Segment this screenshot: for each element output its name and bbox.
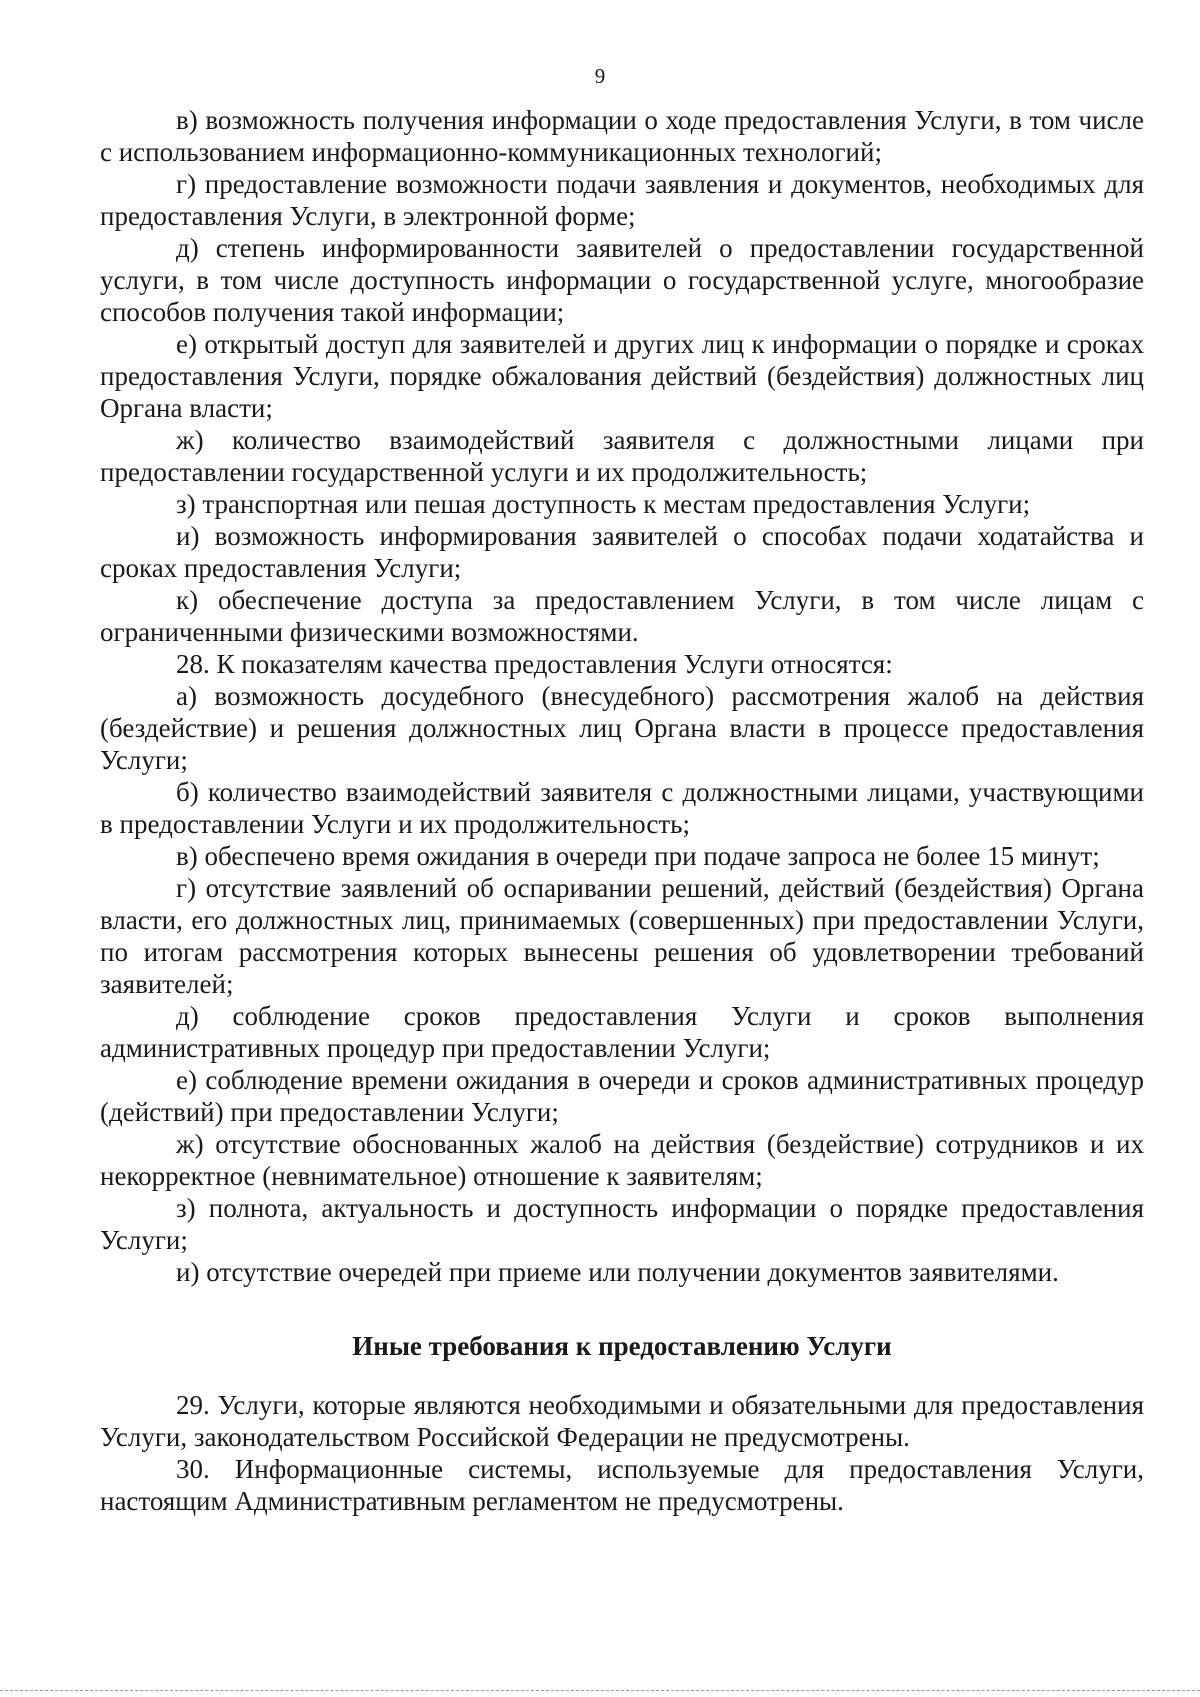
clause-28-item-a: а) возможность досудебного (внесудебного) рассмотрения жалоб на действия (бездействие) и решения должностных лиц Органа власти в процессе предоставления Услуги; [100, 681, 1144, 775]
clause-28-item-v: в) обеспечено время ожидания в очереди при подаче запроса не более 15 минут; [176, 841, 1100, 871]
clause-30: 30. Информационные системы, используемые для предоставления Услуги, настоящим Административным регламентом не предусмотрены. [100, 1454, 1144, 1516]
list-item-d: д) степень информированности заявителей о предоставлении государственной услуги, в том числе доступность информации о государственной услуге, многообразие способов получения такой информации; [100, 233, 1144, 327]
scan-edge-line [0, 1690, 1200, 1691]
clause-29: 29. Услуги, которые являются необходимыми и обязательными для предоставления Услуги, законодательством Российской Федерации не предусмотрены. [100, 1390, 1144, 1452]
document-body [100, 104, 1144, 1517]
clause-28-item-zh: ж) отсутствие обоснованных жалоб на действия (бездействие) сотрудников и их некорректное (невнимательное) отношение к заявителям; [100, 1129, 1144, 1191]
section-heading: Иные требования к предоставлению Услуги [352, 1331, 892, 1361]
list-item-zh: ж) количество взаимодействий заявителя с должностными лицами при предоставлении государственной услуги и их продолжительность; [100, 425, 1144, 487]
list-item-g: г) предоставление возможности подачи заявления и документов, необходимых для предоставления Услуги, в электронной форме; [100, 169, 1144, 231]
clause-28-item-z: з) полнота, актуальность и доступность информации о порядке предоставления Услуги; [100, 1193, 1144, 1255]
list-item-v: в) возможность получения информации о ходе предоставления Услуги, в том числе с использованием информационно-коммуникационных технологий; [100, 105, 1144, 167]
list-item-i: и) возможность информирования заявителей о способах подачи ходатайства и сроках предоставления Услуги; [100, 521, 1144, 583]
list-item-e: е) открытый доступ для заявителей и других лиц к информации о порядке и сроках предоставления Услуги, порядке обжалования действий (бездействия) должностных лиц Органа власти; [100, 329, 1144, 423]
clause-28-item-i: и) отсутствие очередей при приеме или получении документов заявителями. [176, 1257, 1059, 1287]
clause-28: 28. К показателям качества предоставления Услуги относятся: [176, 649, 893, 679]
clause-28-item-b: б) количество взаимодействий заявителя с должностными лицами, участвующими в предоставлении Услуги и их продолжительность; [100, 777, 1144, 839]
list-item-z: з) транспортная или пешая доступность к местам предоставления Услуги; [176, 489, 1031, 519]
page-number: 9 [594, 64, 606, 88]
list-item-k: к) обеспечение доступа за предоставлением Услуги, в том числе лицам с ограниченными физическими возможностями. [100, 585, 1144, 647]
clause-28-item-e: е) соблюдение времени ожидания в очереди и сроков административных процедур (действий) при предоставлении Услуги; [100, 1065, 1144, 1127]
clause-28-item-g: г) отсутствие заявлений об оспаривании решений, действий (бездействия) Органа власти, его должностных лиц, принимаемых (совершенных) при предоставлении Услуги, по итогам рассмотрения которых вынесены решения об удовлетворении требований заявителей; [100, 873, 1144, 999]
clause-28-item-d: д) соблюдение сроков предоставления Услуги и сроков выполнения административных процедур при предоставлении Услуги; [100, 1001, 1144, 1063]
